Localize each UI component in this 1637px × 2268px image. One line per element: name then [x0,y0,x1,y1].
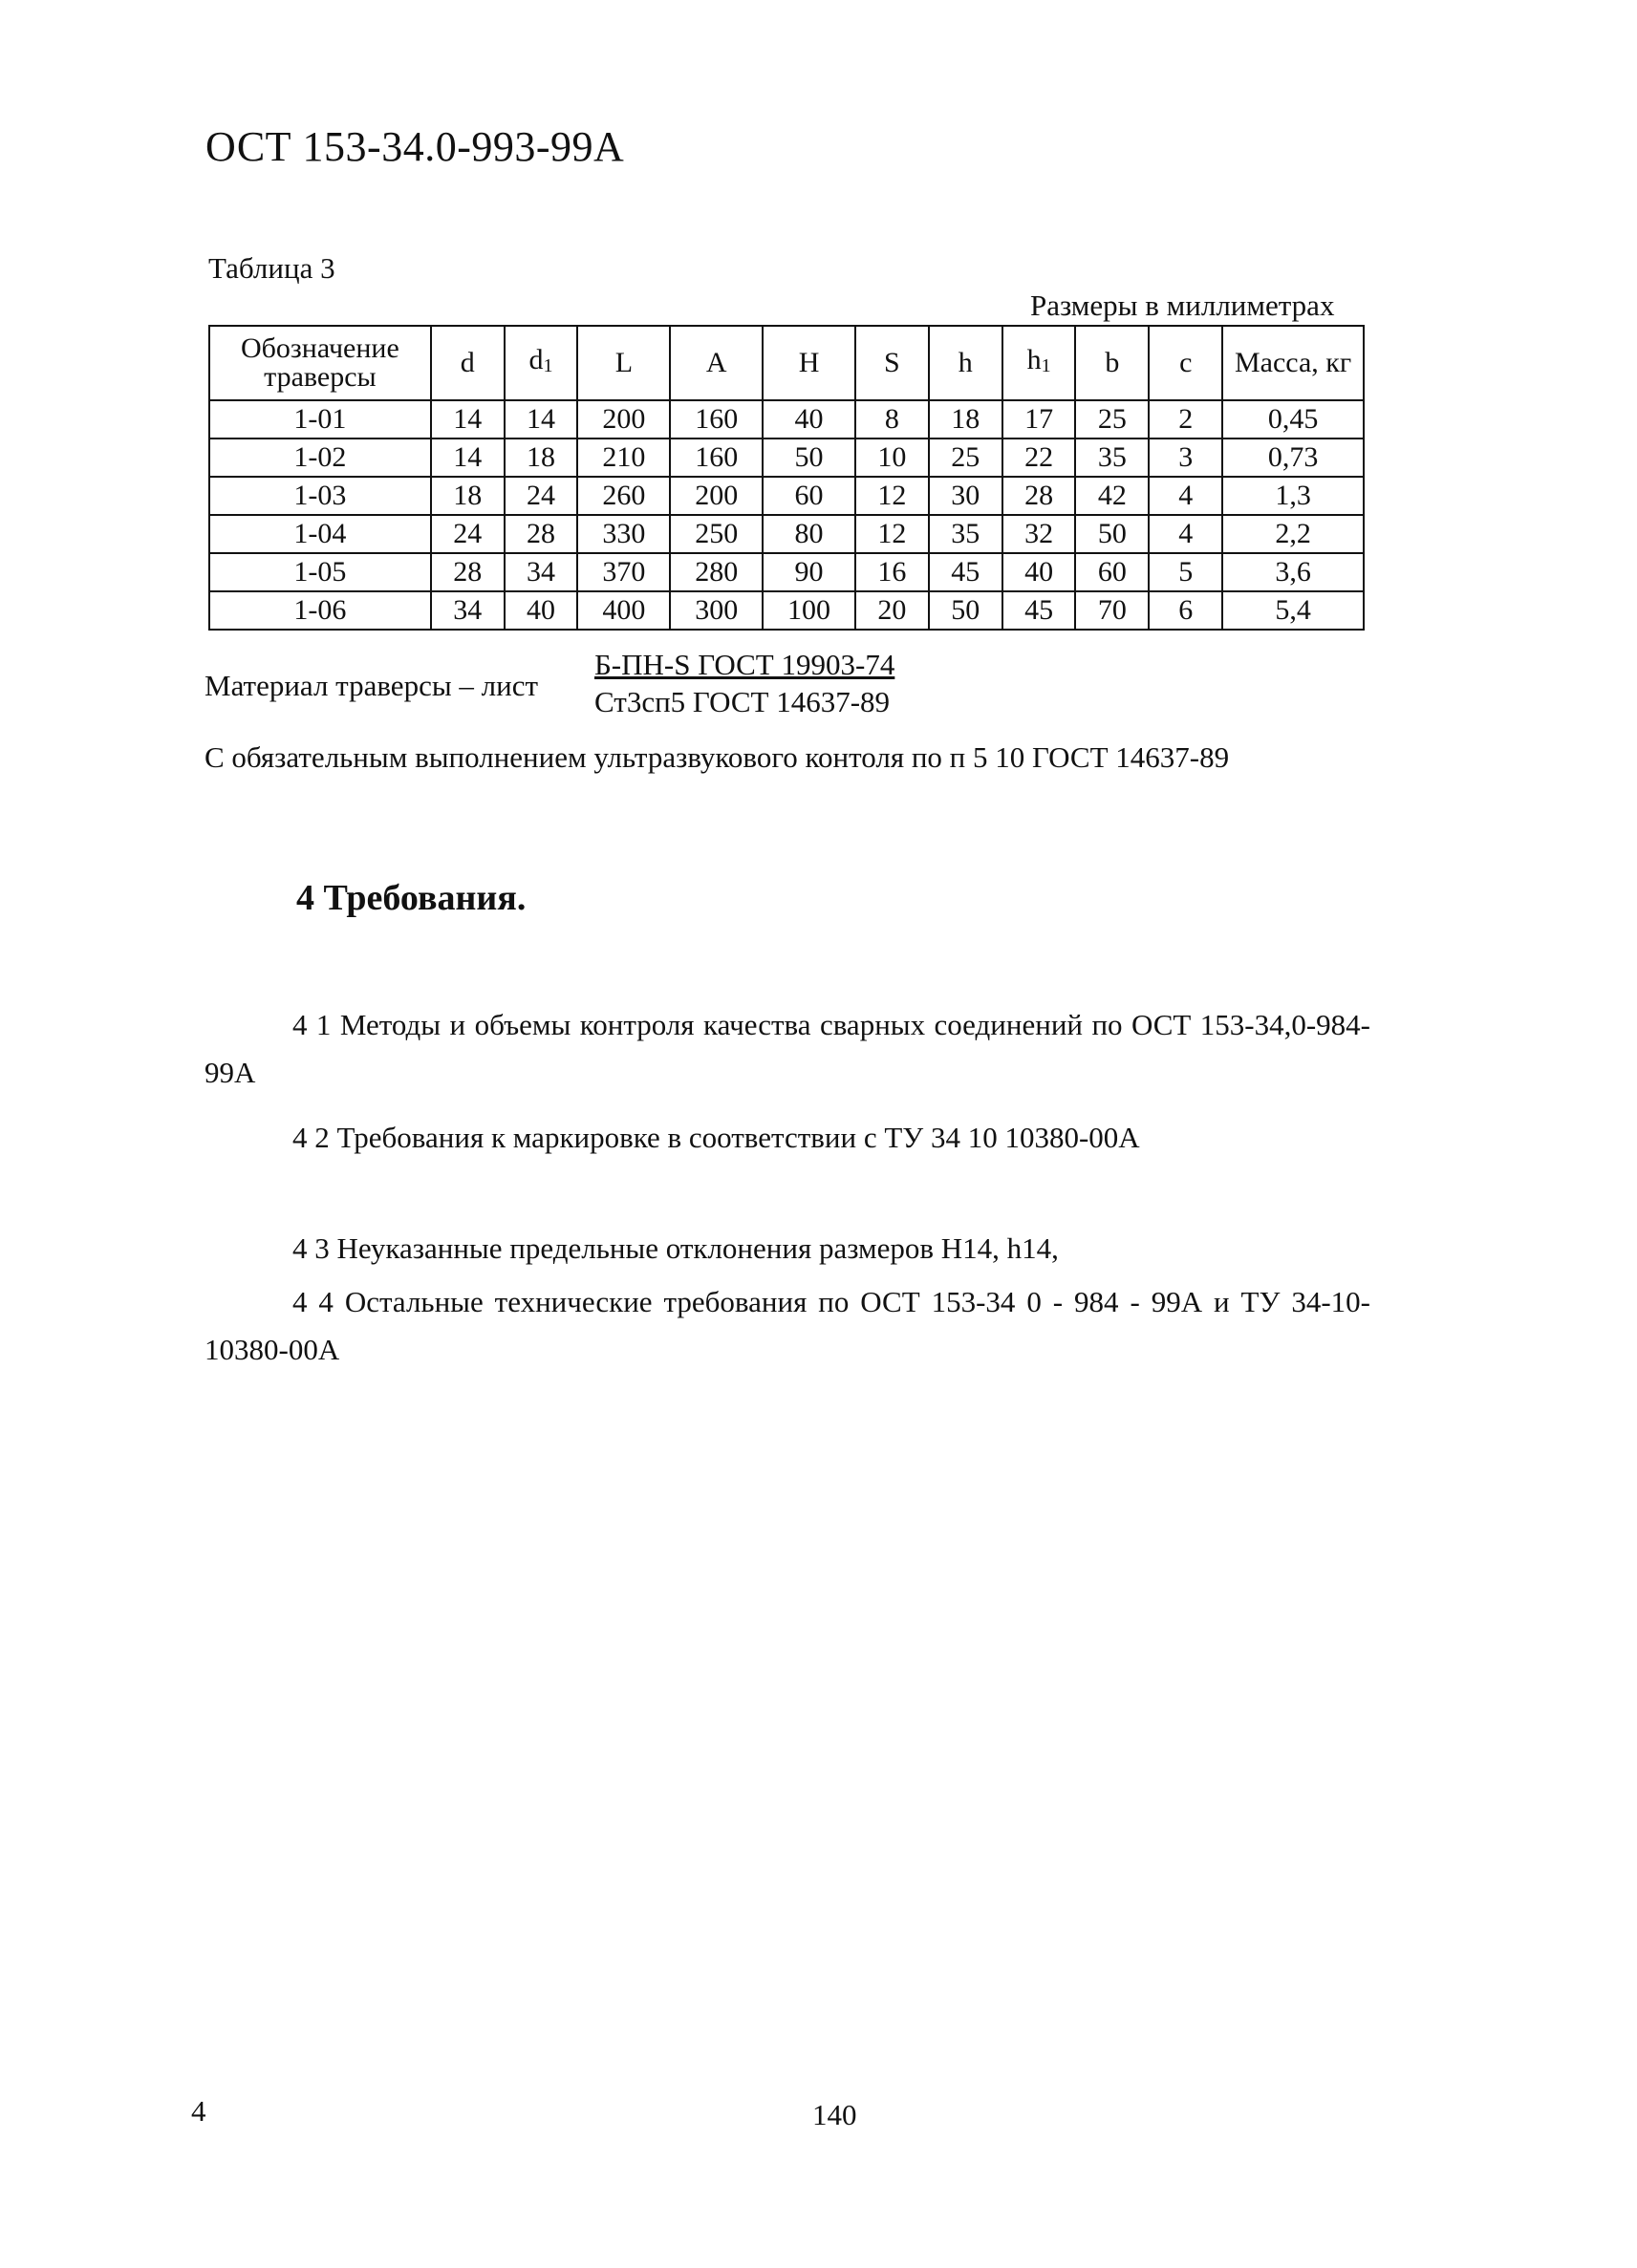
table-cell: 60 [1075,553,1149,591]
paragraph-4-2-text: 4 2 Требования к маркировке в соответствии с ТУ 34 10 10380-00А [292,1121,1140,1154]
table-cell: 300 [670,591,763,630]
paragraph-4-3-text: 4 3 Неуказанные предельные отклонения размеров Н14, h14, [292,1231,1059,1265]
col-b-header: b [1075,326,1149,400]
page-number-left: 4 [191,2094,206,2128]
table-row [209,553,1364,591]
table-cell: 1-03 [209,477,431,515]
section-heading: 4 Требования. [296,878,527,918]
table-cell: 40 [505,591,578,630]
paragraph-4-4 [205,1278,1370,1374]
table-cell: 32 [1002,515,1076,553]
table-cell: 1-06 [209,591,431,630]
paragraph-4-3 [205,1225,1370,1273]
table-header-row [209,326,1364,400]
table-cell: 6 [1149,591,1222,630]
table-cell: 28 [1002,477,1076,515]
table-cell: 18 [431,477,505,515]
table-cell: 45 [1002,591,1076,630]
table-cell: 40 [763,400,855,439]
table-cell: 14 [431,439,505,477]
table-cell: 200 [577,400,670,439]
table-cell: 210 [577,439,670,477]
table-cell: 18 [505,439,578,477]
col-h1-sub: 1 [1041,355,1051,376]
table-caption: Таблица 3 [208,251,335,285]
col-h1-base: h [1026,344,1042,375]
col-H-header: H [763,326,855,400]
table-cell: 28 [431,553,505,591]
table-cell: 8 [855,400,929,439]
table-cell: 400 [577,591,670,630]
ultrasonic-note: С обязательным выполнением ультразвукового контоля по п 5 10 ГОСТ 14637-89 [205,740,1230,774]
table-cell: 12 [855,515,929,553]
col-h-header: h [929,326,1002,400]
table-cell: 24 [505,477,578,515]
col-L-header: L [577,326,670,400]
table-cell: 12 [855,477,929,515]
table-row [209,515,1364,553]
material-grade: Б-ПН-S ГОСТ 19903-74 [594,648,895,681]
table-cell: 250 [670,515,763,553]
table-cell: 160 [670,439,763,477]
table-cell: 1-04 [209,515,431,553]
document-code: ОСТ 153-34.0-993-99А [205,123,625,170]
col-d1-header [505,326,578,400]
table-cell: 1-01 [209,400,431,439]
table-cell: 260 [577,477,670,515]
table-cell: 70 [1075,591,1149,630]
table-row [209,439,1364,477]
table-cell: 25 [1075,400,1149,439]
table-cell: 14 [431,400,505,439]
table-cell: 16 [855,553,929,591]
table-cell: 4 [1149,477,1222,515]
table-cell: 40 [1002,553,1076,591]
paragraph-4-2 [205,1114,1370,1162]
col-S-header: S [855,326,929,400]
col-mass-header: Масса, кг [1222,326,1364,400]
table-cell: 34 [431,591,505,630]
paragraph-4-4-text: 4 4 Остальные технические требования по ОСТ 153-34 0 - 984 - 99А и ТУ 34-10-10380-00А [205,1285,1370,1366]
table-cell: 0,45 [1222,400,1364,439]
table-body [209,400,1364,630]
col-A-header: A [670,326,763,400]
table-cell: 3,6 [1222,553,1364,591]
table-cell: 4 [1149,515,1222,553]
dimensions-table [208,325,1365,631]
table-cell: 80 [763,515,855,553]
table-cell: 42 [1075,477,1149,515]
table-cell: 10 [855,439,929,477]
table-cell: 34 [505,553,578,591]
table-cell: 2 [1149,400,1222,439]
units-note: Размеры в миллиметрах [1030,289,1335,322]
table-cell: 200 [670,477,763,515]
material-steel: Ст3сп5 ГОСТ 14637-89 [594,685,891,718]
table-cell: 28 [505,515,578,553]
table-cell: 90 [763,553,855,591]
table-cell: 18 [929,400,1002,439]
table-cell: 14 [505,400,578,439]
table-cell: 50 [929,591,1002,630]
table-cell: 1-02 [209,439,431,477]
table-row [209,477,1364,515]
table-cell: 370 [577,553,670,591]
table-cell: 20 [855,591,929,630]
table-cell: 3 [1149,439,1222,477]
table-cell: 1-05 [209,553,431,591]
page-number-center: 140 [812,2098,857,2131]
paragraph-4-1 [205,1001,1370,1097]
table-cell: 24 [431,515,505,553]
col-h1-header [1002,326,1076,400]
table-row [209,591,1364,630]
paragraph-4-1-text: 4 1 Методы и объемы контроля качества сварных соединений по ОСТ 153-34,0-984-99А [205,1008,1370,1089]
table-cell: 30 [929,477,1002,515]
table-cell: 25 [929,439,1002,477]
table-cell: 330 [577,515,670,553]
col-d-header: d [431,326,505,400]
table-cell: 35 [1075,439,1149,477]
table-cell: 60 [763,477,855,515]
table-cell: 2,2 [1222,515,1364,553]
col-d1-sub: 1 [543,355,553,376]
table-cell: 5,4 [1222,591,1364,630]
material-label: Материал траверсы – лист [205,669,539,702]
table-cell: 17 [1002,400,1076,439]
col-d1-base: d [528,344,544,375]
table-cell: 0,73 [1222,439,1364,477]
table-cell: 35 [929,515,1002,553]
table-cell: 22 [1002,439,1076,477]
table-cell: 100 [763,591,855,630]
table-cell: 280 [670,553,763,591]
table-cell: 50 [763,439,855,477]
table-cell: 50 [1075,515,1149,553]
col-c-header: c [1149,326,1222,400]
table-cell: 1,3 [1222,477,1364,515]
table-cell: 5 [1149,553,1222,591]
table-row [209,400,1364,439]
table-cell: 160 [670,400,763,439]
col-designation-header: Обозначение траверсы [209,326,431,400]
table-cell: 45 [929,553,1002,591]
